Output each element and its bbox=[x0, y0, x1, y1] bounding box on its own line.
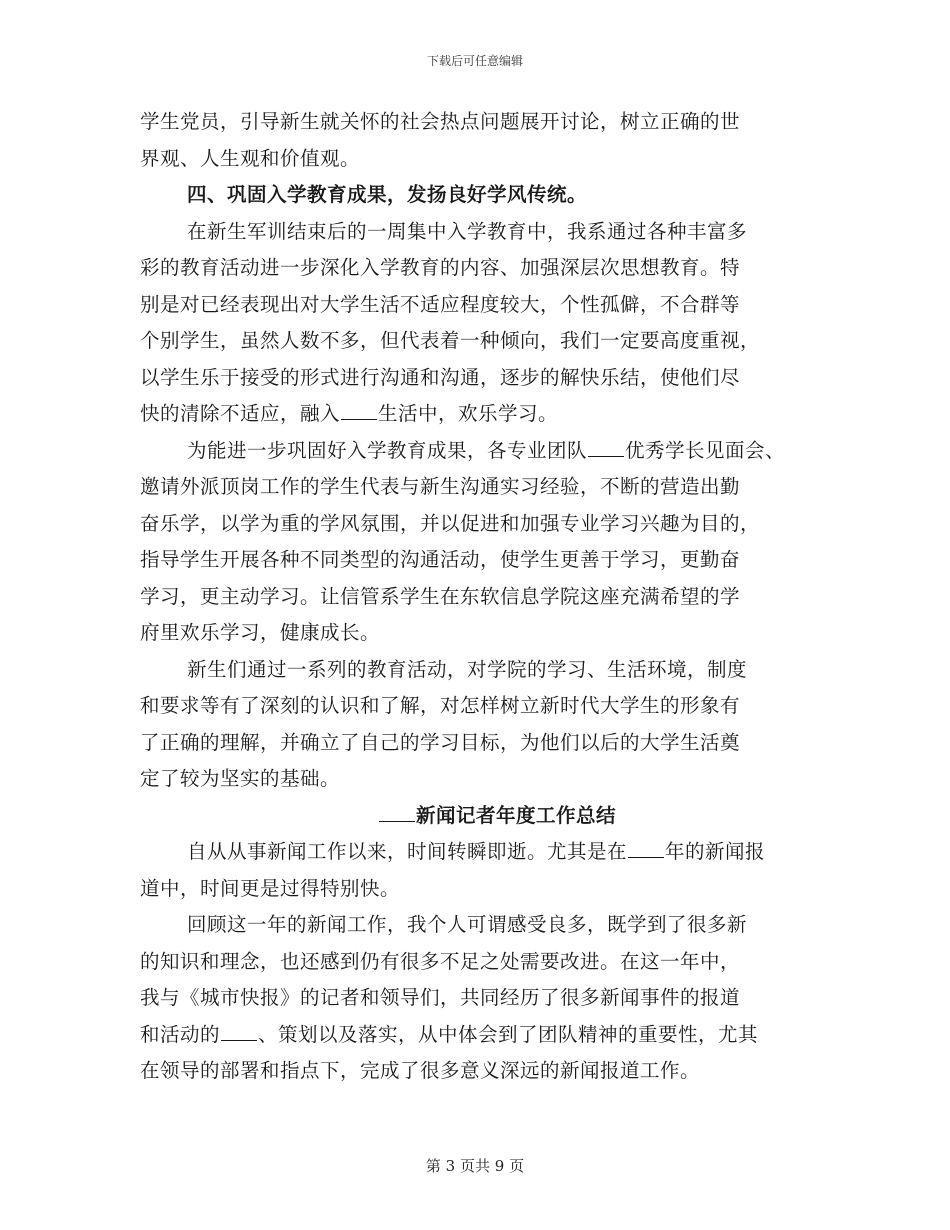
article-title bbox=[140, 798, 820, 835]
title-text: 新闻记者年度工作总结 bbox=[416, 803, 617, 827]
text-segment: 、策划以及落实，从中体会到了团队精神的重要性，尤其 bbox=[258, 1022, 759, 1046]
document-body bbox=[140, 104, 820, 1090]
blank-underline bbox=[379, 801, 415, 822]
text-segment: 快的清除不适应，融入 bbox=[140, 402, 341, 425]
paragraph-line: 个别学生，虽然人数不多，但代表着一种倾向，我们一定要高度重视， bbox=[140, 329, 761, 352]
paragraph-line: 定了较为坚实的基础。 bbox=[140, 767, 341, 790]
text-segment: 优秀学长见面会、 bbox=[625, 438, 786, 462]
section-heading: 四、巩固入学教育成果，发扬良好学风传统。 bbox=[187, 183, 588, 206]
paragraph-line: 在新生军训结束后的一周集中入学教育中，我系通过各种丰富多 bbox=[187, 219, 748, 243]
paragraph-line bbox=[140, 396, 820, 433]
paragraph-line: 回顾这一年的新闻工作，我个人可谓感受良多，既学到了很多新 bbox=[187, 913, 748, 936]
paragraph-line: 新生们通过一系列的教育活动，对学院的学习、生活环境，制度 bbox=[187, 657, 748, 681]
paragraph-line: 和要求等有了深刻的认识和了解，对怎样树立新时代大学生的形象有 bbox=[140, 694, 741, 717]
paragraph-line: 别是对已经表现出对大学生活不适应程度较大，个性孤僻，不合群等 bbox=[140, 292, 741, 316]
paragraph-line: 界观、人生观和价值观。 bbox=[140, 146, 361, 170]
text-segment: 为能进一步巩固好入学教育成果，各专业团队 bbox=[187, 438, 588, 462]
blank-underline bbox=[341, 399, 377, 420]
page-footer: 第 3 页共 9 页 bbox=[425, 1157, 525, 1175]
blank-underline bbox=[628, 837, 664, 858]
text-segment: 年的新闻报 bbox=[665, 840, 766, 863]
blank-underline bbox=[221, 1020, 257, 1041]
paragraph-line: 彩的教育活动进一步深化入学教育的内容、加强深层次思想教育。特 bbox=[140, 256, 741, 279]
paragraph-line: 了正确的理解，并确立了自己的学习目标，为他们以后的大学生活奠 bbox=[140, 730, 741, 754]
paragraph-line: 我与《城市快报》的记者和领导们，共同经历了很多新闻事件的报道 bbox=[140, 986, 741, 1009]
paragraph-line: 指导学生开展各种不同类型的沟通活动，使学生更善于学习，更勤奋 bbox=[140, 548, 741, 571]
paragraph-line: 以学生乐于接受的形式进行沟通和沟通，逐步的解快乐结，使他们尽 bbox=[140, 365, 741, 389]
paragraph-line: 学习，更主动学习。让信管系学生在东软信息学院这座充满希望的学 bbox=[140, 584, 741, 608]
paragraph-line: 奋乐学，以学为重的学风氛围，并以促进和加强专业学习兴趣为目的， bbox=[140, 511, 761, 535]
paragraph-line: 学生党员，引导新生就关怀的社会热点问题展开讨论，树立正确的世 bbox=[140, 110, 741, 133]
blank-underline bbox=[588, 436, 624, 457]
text-segment: 生活中，欢乐学习。 bbox=[378, 402, 559, 425]
paragraph-line bbox=[140, 433, 820, 470]
text-segment: 和活动的 bbox=[140, 1022, 221, 1046]
paragraph-line: 府里欢乐学习，健康成长。 bbox=[140, 621, 381, 644]
paragraph-line: 在领导的部署和指点下，完成了很多意义深远的新闻报道工作。 bbox=[140, 1059, 701, 1082]
text-segment: 自从从事新闻工作以来，时间转瞬即逝。尤其是在 bbox=[187, 840, 628, 863]
page-header: 下载后可任意编辑 bbox=[426, 54, 523, 68]
paragraph-line: 道中，时间更是过得特别快。 bbox=[140, 876, 401, 900]
paragraph-line: 邀请外派顶岗工作的学生代表与新生沟通实习经验，不断的营造出勤 bbox=[140, 475, 741, 498]
paragraph-line: 的知识和理念，也还感到仍有很多不足之处需要改进。在这一年中， bbox=[140, 949, 741, 973]
paragraph-line bbox=[140, 834, 820, 871]
paragraph-line bbox=[140, 1017, 820, 1054]
